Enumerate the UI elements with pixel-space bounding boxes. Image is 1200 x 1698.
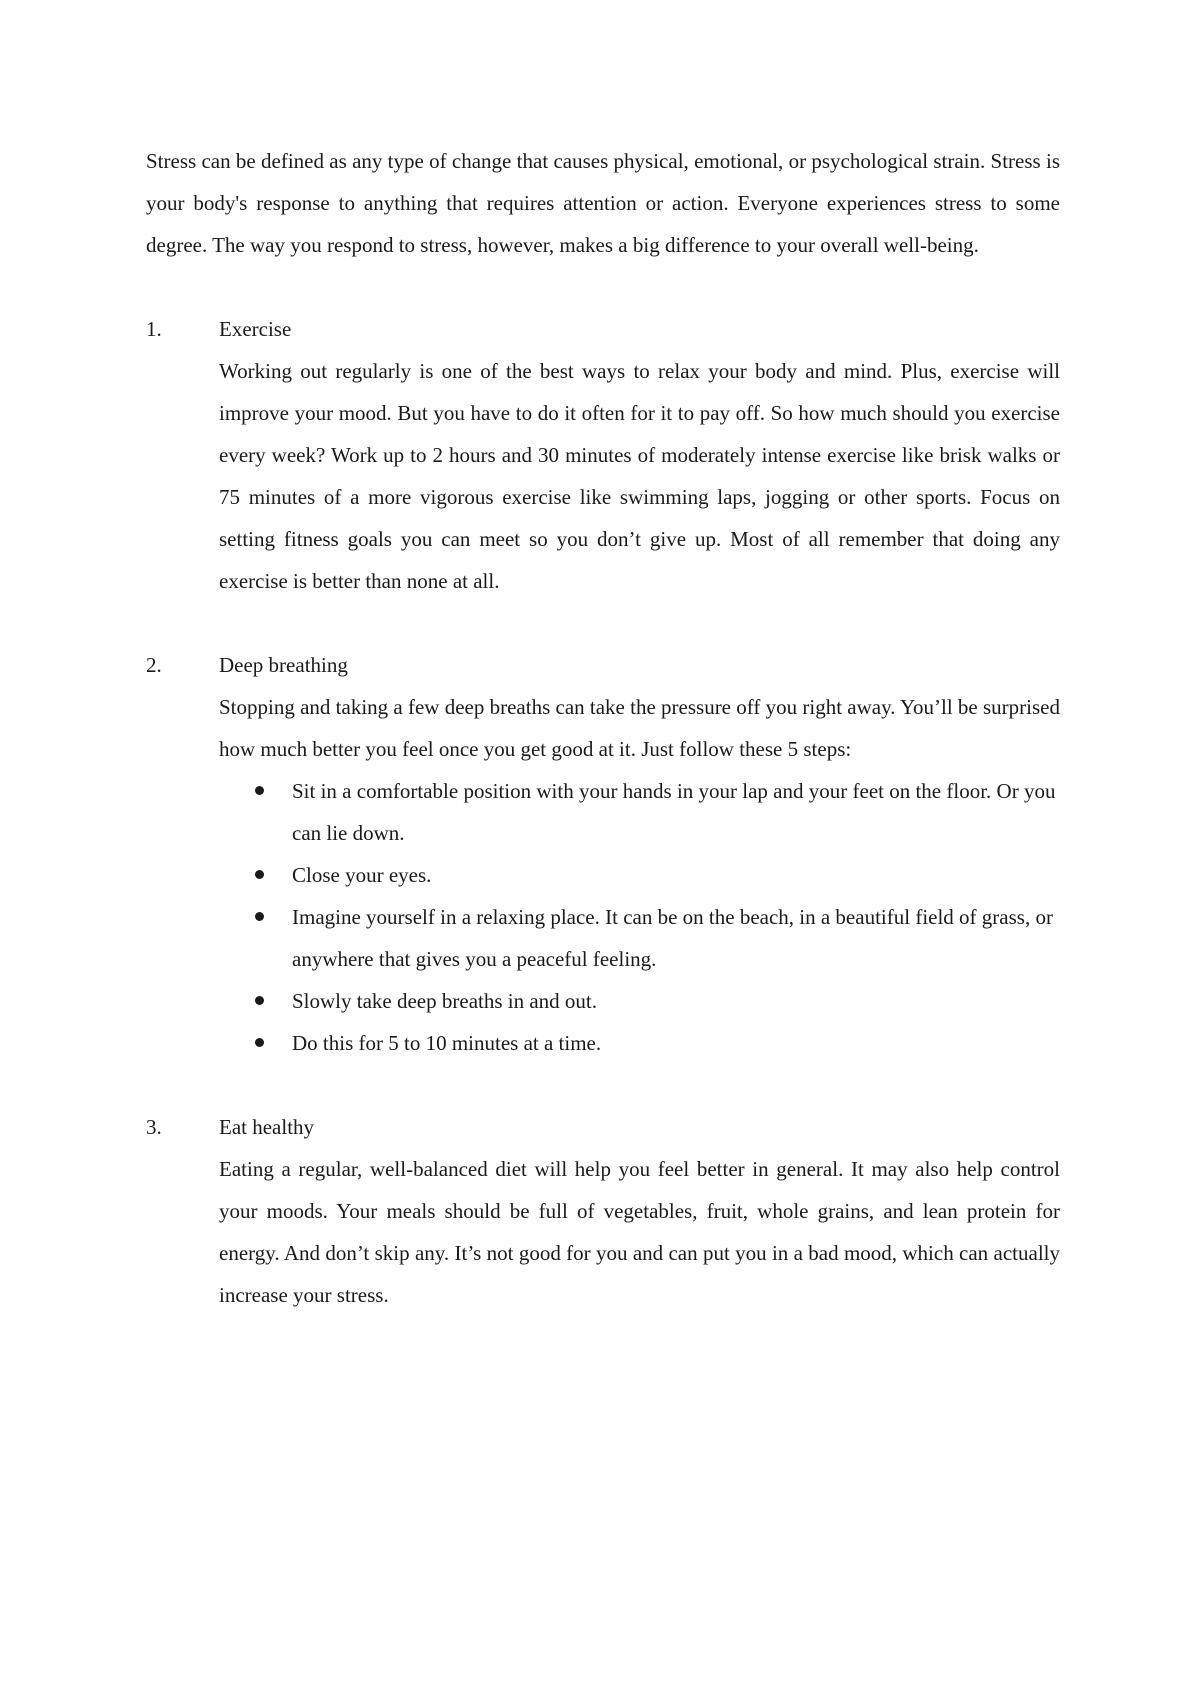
item-number: 3. <box>146 1115 162 1139</box>
bullet-item <box>219 770 1060 854</box>
bullet-item <box>219 896 1060 980</box>
item-body <box>219 308 1060 602</box>
bullet-icon <box>255 996 264 1005</box>
item-title: Eat healthy <box>219 1115 315 1139</box>
bullet-item <box>219 854 1060 896</box>
bullet-text: Sit in a comfortable position with your hands in your lap and your feet on the floor. Or you can lie down. <box>292 779 1056 845</box>
item-text: Stopping and taking a few deep breaths can take the pressure off you right away. You’ll be surprised how much better you feel once you get good at it. Just follow these 5 steps: <box>219 695 1060 761</box>
list-item-deep-breathing <box>146 644 1060 1064</box>
document-page <box>146 140 1060 1316</box>
bullet-item <box>219 980 1060 1022</box>
breathing-steps-list <box>219 770 1060 1064</box>
item-body <box>219 1106 1060 1316</box>
item-text: Eating a regular, well-balanced diet will help you feel better in general. It may also help control your moods. Your meals should be full of vegetables, fruit, whole grains, and lean protein for energy. And don’t skip any. It’s not good for you and can put you in a bad mood, which can actually increase your stress. <box>219 1157 1060 1307</box>
list-item-exercise <box>146 308 1060 602</box>
item-body <box>219 644 1060 1064</box>
item-number: 2. <box>146 653 162 677</box>
item-title: Deep breathing <box>219 653 348 677</box>
bullet-text: Imagine yourself in a relaxing place. It can be on the beach, in a beautiful field of grass, or anywhere that gives you a peaceful feeling. <box>292 905 1053 971</box>
bullet-icon <box>255 870 264 879</box>
bullet-icon <box>255 912 264 921</box>
item-text: Working out regularly is one of the best ways to relax your body and mind. Plus, exercise will improve your mood. But you have to do it often for it to pay off. So how much should you exercise every week? Work up to 2 hours and 30 minutes of moderately intense exercise like brisk walks or 75 minutes of a more vigorous exercise like swimming laps, jogging or other sports. Focus on setting fitness goals you can meet so you don’t give up. Most of all remember that doing any exercise is better than none at all. <box>219 359 1060 593</box>
item-number: 1. <box>146 317 162 341</box>
list-item-eat-healthy <box>146 1106 1060 1316</box>
bullet-text: Close your eyes. <box>292 863 432 887</box>
spacer <box>146 602 1060 644</box>
spacer <box>146 1064 1060 1106</box>
item-title: Exercise <box>219 317 292 341</box>
bullet-text: Do this for 5 to 10 minutes at a time. <box>292 1031 602 1055</box>
spacer <box>146 266 1060 308</box>
bullet-text: Slowly take deep breaths in and out. <box>292 989 598 1013</box>
intro-paragraph: Stress can be defined as any type of change that causes physical, emotional, or psychological strain. Stress is your body's response to anything that requires attention or action. Everyone experiences stress to some degree. The way you respond to stress, however, makes a big difference to your overall well-being. <box>146 149 1060 257</box>
bullet-icon <box>255 1038 264 1047</box>
bullet-icon <box>255 786 264 795</box>
bullet-item <box>219 1022 1060 1064</box>
